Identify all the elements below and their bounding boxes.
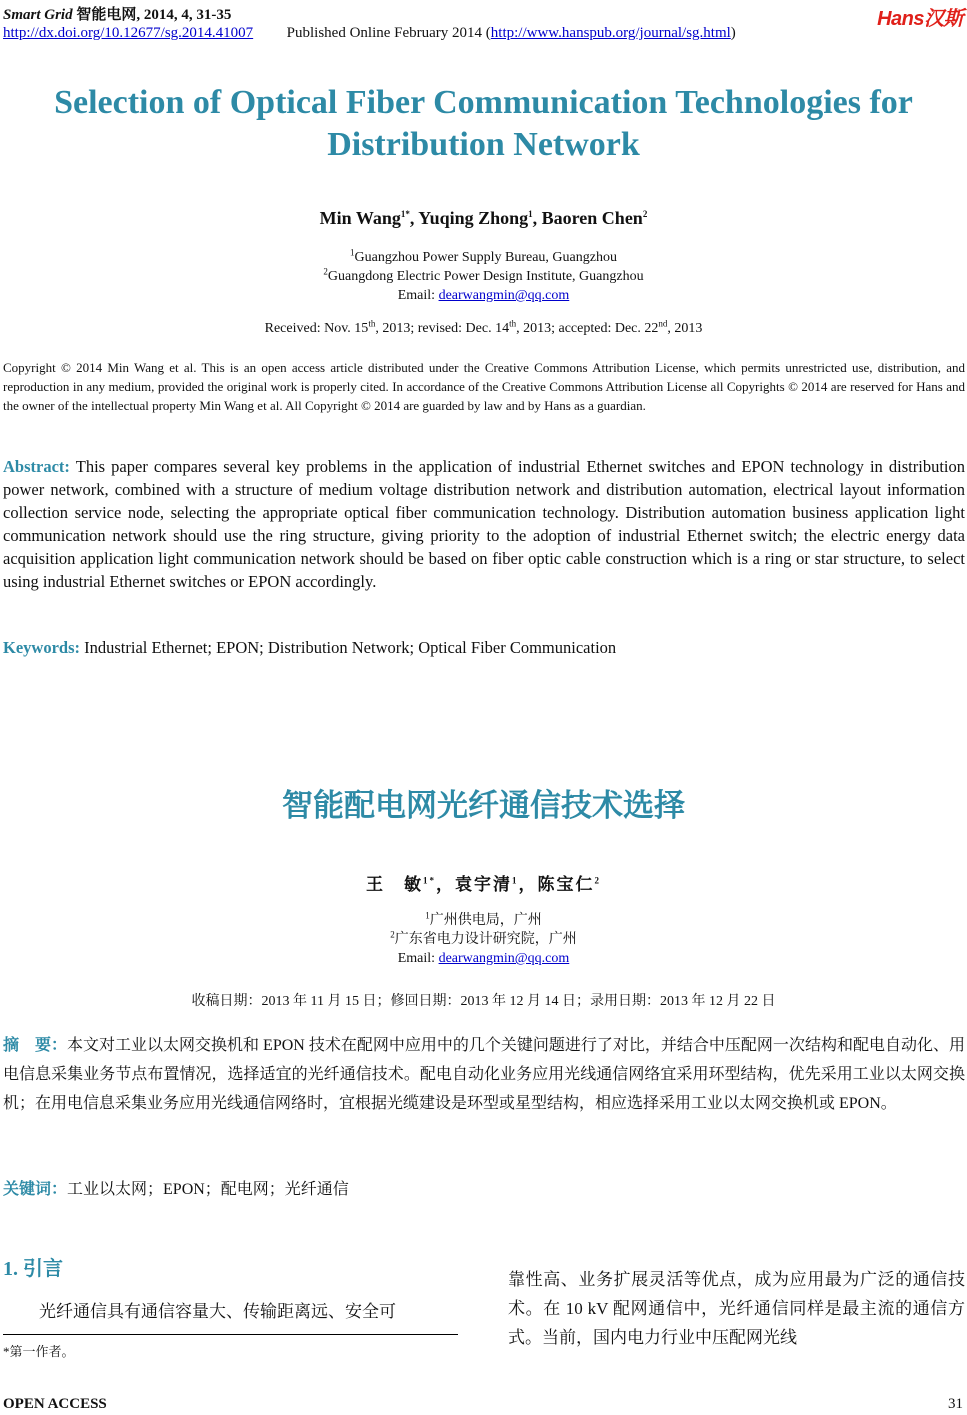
author-name: Yuqing Zhong [418, 208, 529, 228]
keywords-label-cn: 关键词： [3, 1179, 68, 1198]
affiliation-cn-2: $^2$广东省电力设计研究院，广州 [390, 929, 577, 947]
abstract-text-cn: 本文对工业以太网交换机和 EPON 技术在配网中应用中的几个关键问题进行了对比，并结合中压配网一次结构和配电自动化、用电信息采集业务节点布置情况，选择适宜的光纤通信技术。配电自动化业务应用光线通信网络宜采用环型结构，优先采用工业以太网交换机；在用电信息采集业务应用光线通信网络时，宜根据光缆建设是环型或星型结构，相应选择采用工业以太网交换机或 EPON。 [3, 1037, 965, 1112]
journal-issue: 智能电网, 2014, 4, 31-35 [76, 7, 232, 23]
authors-english: Min Wang$^{1*}$, Yuqing Zhong$^1$, Baoren Chen$^2$ [319, 208, 648, 228]
author-sup: 2 [642, 209, 648, 219]
title-line-2: Distribution Network [327, 126, 640, 163]
footnote-divider [3, 1334, 458, 1335]
title-line-1: Selection of Optical Fiber Communication Technologies for [54, 84, 913, 121]
keywords-chinese [3, 1176, 349, 1199]
published-close: ) [730, 25, 736, 41]
dates-chinese: 收稿日期：2013 年 11 月 15 日；修回日期：2013 年 12 月 14 日；录用日期：2013 年 12 月 22 日 [191, 994, 776, 1009]
email-line: Email: dearwangmin@qq.com [397, 288, 570, 303]
journal-header [3, 3, 231, 24]
affiliations-chinese [0, 911, 967, 968]
abstract-label-cn: 摘 要： [3, 1035, 68, 1054]
title-english [0, 82, 967, 166]
journal-name: Smart Grid [3, 7, 73, 23]
copyright-notice: Copyright © 2014 Min Wang et al. This is an open access article distributed under the Creative Commons Attribution License, which permits unrestricted use, distribution, and reproduction in any medium, provided the original work is properly cited. In accordance of the Creative Commons Attribution License all Copyrights © 2014 are reserved for Hans and the owner of the intellectual property Min Wang et al. All Copyright © 2014 are guarded by law and by Hans as a guardian. [3, 360, 965, 413]
affiliation-2: $^2$Guangdong Electric Power Design Institute, Guangzhou [323, 266, 644, 284]
page-number: 31 [948, 1396, 963, 1412]
keywords-text: Industrial Ethernet; EPON; Distribution Network; Optical Fiber Communication [84, 638, 617, 657]
body-right-column: 靠性高、业务扩展灵活等优点，成为应用最为广泛的通信技术。在 10 kV 配网通信中，光纤通信同样是最主流的通信方式。当前，国内电力行业中压配网光线 [508, 1270, 965, 1347]
email-link-cn[interactable]: dearwangmin@qq.com [438, 951, 570, 966]
footer-open-access: OPEN ACCESS [3, 1396, 107, 1412]
affiliation-1: $^1$Guangzhou Power Supply Bureau, Guangzhou [350, 247, 617, 265]
author-sup: 1 [528, 209, 533, 219]
author-name: Min Wang [319, 208, 401, 228]
journal-link[interactable]: http://www.hanspub.org/journal/sg.html [490, 25, 731, 41]
authors-chinese: 王 敏$^{1*}$，袁宇清$^1$，陈宝仁$^2$ [366, 875, 601, 894]
keywords-english [3, 638, 616, 658]
abstract-chinese [3, 1030, 965, 1118]
dates-english: Received: Nov. 15th, 2013; revised: Dec. 14th, 2013; accepted: Dec. 22nd, 2013 [264, 318, 703, 336]
title-chinese: 智能配电网光纤通信技术选择 [282, 788, 685, 824]
section-title: 1. 引言 [3, 1258, 63, 1280]
affiliations-english [0, 248, 967, 305]
doi-link[interactable]: http://dx.doi.org/10.12677/sg.2014.41007 [3, 25, 254, 41]
abstract-english [3, 455, 965, 593]
keywords-label: Keywords: [3, 638, 80, 657]
email-link[interactable]: dearwangmin@qq.com [438, 288, 570, 303]
footnote: *第一作者。 [3, 1344, 75, 1359]
body-left-column: 光纤通信具有通信容量大、传输距离远、安全可 [39, 1302, 396, 1321]
abstract-label: Abstract: [3, 457, 70, 476]
hans-logo: Hans汉斯 [877, 8, 963, 30]
abstract-text: This paper compares several key problems in the application of industrial Ethernet switches and EPON technology in distribution power network, combined with a structure of medium voltage distribution network and distribution automation, electrical layout information collection service node, selecting the appropriate optical fiber communication technology. Distribution automation business application light communication network should use the ring structure, giving priority to the adoption of industrial Ethernet switch; the electric energy data acquisition application light communication network should be based on fiber optic cable construction which is a ring or star structure, to select using industrial Ethernet switches or EPON accordingly. [3, 457, 966, 591]
email-line-cn: Email: dearwangmin@qq.com [397, 951, 570, 966]
header-links [3, 25, 736, 42]
affiliation-cn-1: $^1$广州供电局，广州 [425, 910, 542, 928]
keywords-text-cn: 工业以太网；EPON；配电网；光纤通信 [67, 1181, 349, 1198]
author-sup: 1* [400, 209, 410, 219]
author-name: Baoren Chen [541, 208, 643, 228]
published-text: Published Online February 2014 ( [286, 25, 491, 41]
